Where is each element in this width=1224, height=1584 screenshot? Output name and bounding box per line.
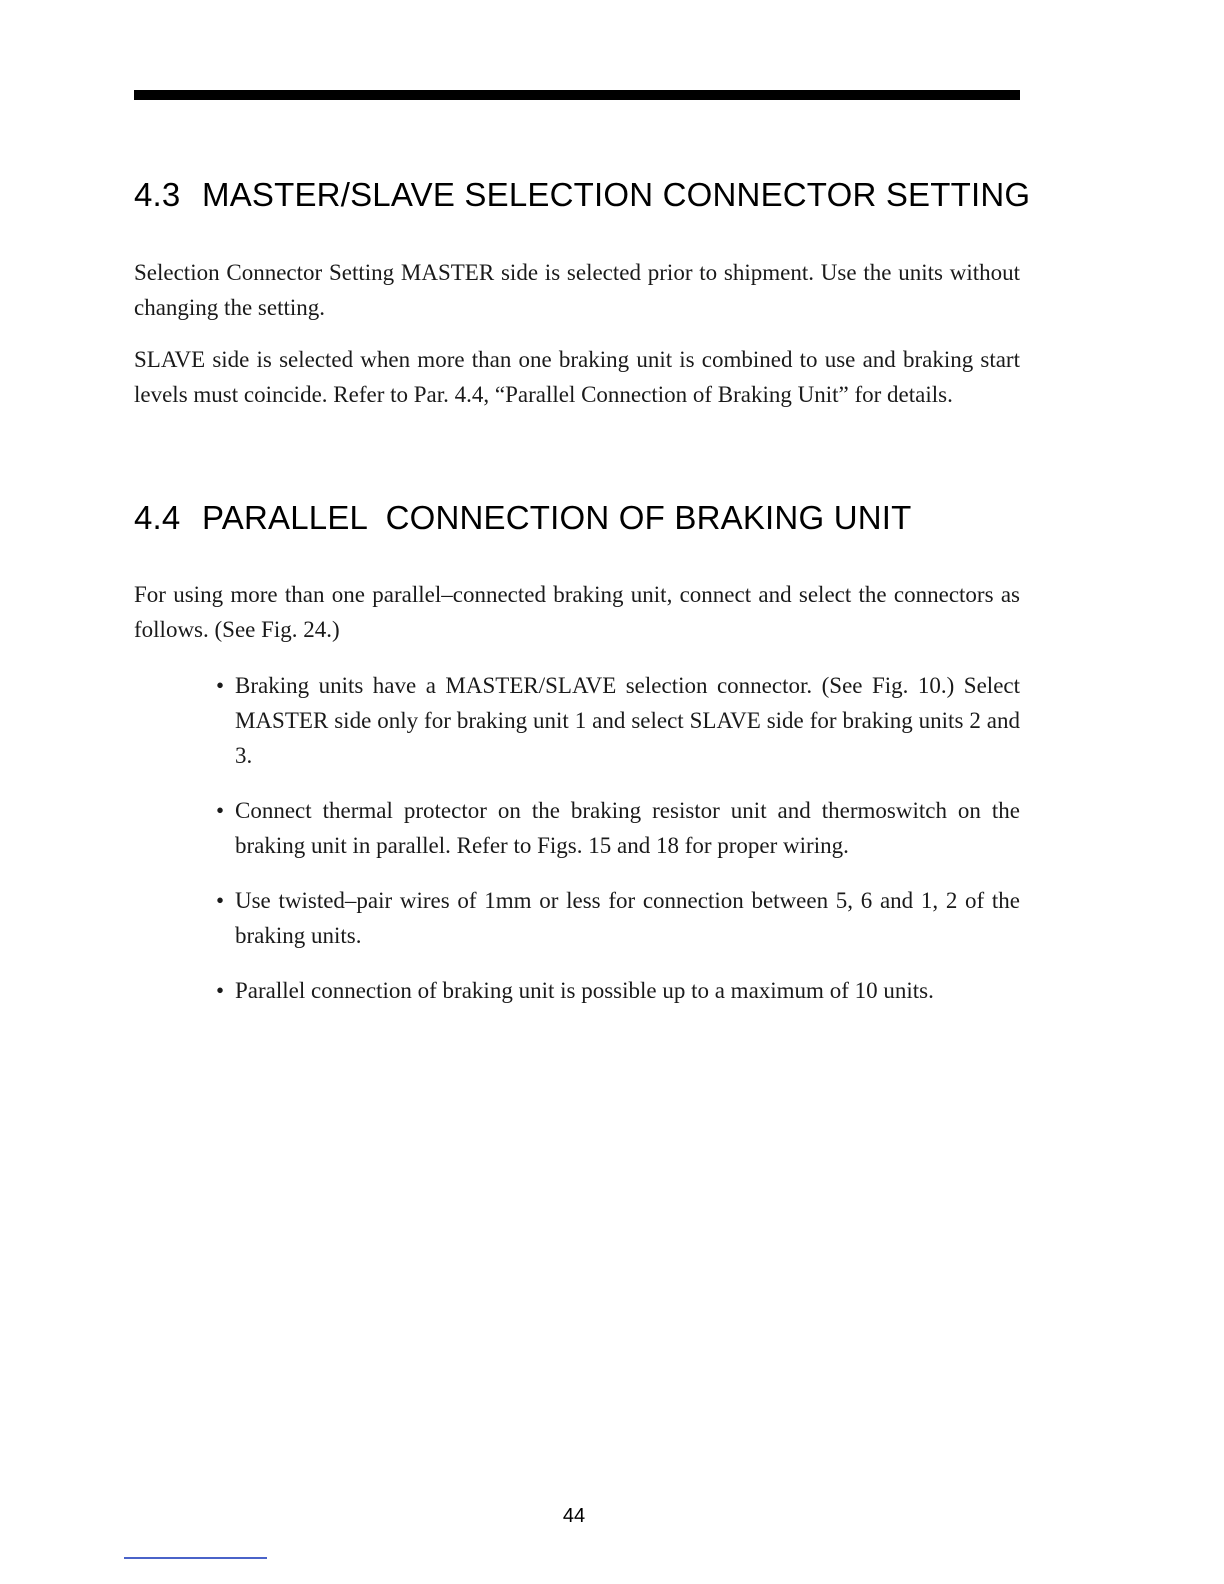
section-4-4-intro: For using more than one parallel–connected braking unit, connect and select the connectors as follows. (See Fig. 24.) [134,582,1020,642]
bullet-icon: • [216,798,225,823]
list-item-text: Braking units have a MASTER/SLAVE selection connector. (See Fig. 10.) Select MASTER side only for braking unit 1 and select SLAVE side for braking units 2 and 3. [235,673,1020,768]
list-item-text: Use twisted–pair wires of 1mm or less for connection between 5, 6 and 1, 2 of the braking units. [235,888,1020,948]
bullet-icon: • [216,978,225,1003]
list-item-text: Connect thermal protector on the braking resistor unit and thermoswitch on the braking unit in parallel. Refer to Figs. 15 and 18 for proper wiring. [235,798,1020,858]
page-number: 44 [562,1505,586,1527]
section-4-3-heading [134,176,1030,214]
section-4-3-paragraph-2: SLAVE side is selected when more than one braking unit is combined to use and braking start levels must coincide. Refer to Par. 4.4, “Parallel Connection of Braking Unit” for details. [134,347,1020,407]
section-4-3-paragraph-1: Selection Connector Setting MASTER side is selected prior to shipment. Use the units without changing the setting. [134,260,1020,320]
section-4-4-heading [134,499,911,537]
section-4-4-title: PARALLEL CONNECTION OF BRAKING UNIT [202,499,912,536]
bottom-edge-mark [124,1557,267,1559]
top-rule [134,90,1020,100]
bullet-icon: • [216,673,225,698]
list-item [216,793,1020,863]
section-4-3-number: 4.3 [134,176,181,213]
list-item [216,668,1020,773]
list-item [216,883,1020,953]
section-4-3-title: MASTER/SLAVE SELECTION CONNECTOR SETTING [202,176,1031,213]
list-item-text: Parallel connection of braking unit is possible up to a maximum of 10 units. [235,978,934,1003]
bullet-icon: • [216,888,225,913]
section-4-4-number: 4.4 [134,499,181,536]
list-item [216,973,1020,1008]
bullet-list [216,668,1020,1028]
